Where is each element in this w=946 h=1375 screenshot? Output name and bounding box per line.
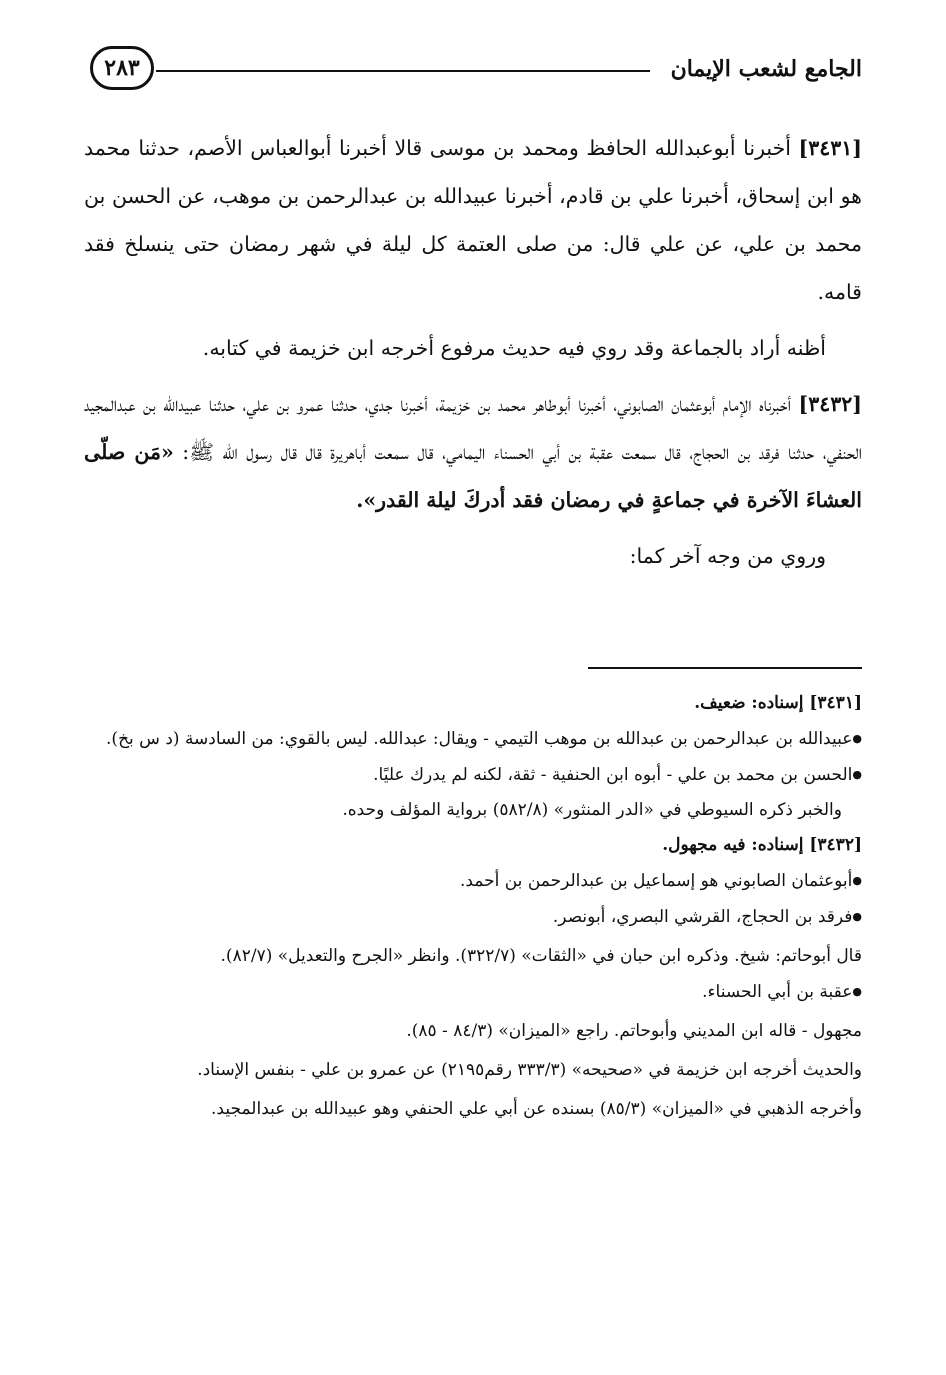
footnote-bullet: ● الحسن بن محمد بن علي - أبوه ابن الحنفية - ثقة، لكنه لم يدرك عليًا. xyxy=(84,757,862,793)
footnote-heading: [٣٤٣٢] إسناده: فيه مجهول. xyxy=(662,835,862,855)
main-text xyxy=(84,124,862,588)
hadith-number: [٣٤٣٢] xyxy=(798,392,862,416)
author-comment: أظنه أراد بالجماعة وقد روي فيه حديث مرفوع أخرجه ابن خزيمة في كتابه. xyxy=(202,336,826,360)
footnotes xyxy=(84,686,862,1127)
footnote-heading: [٣٤٣١] إسناده: ضعيف. xyxy=(694,693,862,713)
footnote-paragraph: وأخرجه الذهبي في «الميزان» (٨٥/٣) بسنده عن أبي علي الحنفي وهو عبيدالله بن عبدالمجيد. xyxy=(211,1099,862,1119)
hadith-3432 xyxy=(84,380,862,524)
footnote-bullet: ● فرقد بن الحجاج، القرشي البصري، أبونصر. xyxy=(84,899,862,935)
footnote-paragraph: قال أبوحاتم: شيخ. وذكره ابن حبان في «الثقات» (٣٢٢/٧). وانظر «الجرح والتعديل» (٨٢/٧). xyxy=(220,946,862,966)
hadith-3431 xyxy=(84,124,862,316)
footnote-paragraph: مجهول - قاله ابن المديني وأبوحاتم. راجع «الميزان» (٨٤/٣ - ٨٥). xyxy=(406,1021,862,1041)
footnote-separator xyxy=(588,667,862,669)
hadith-text: أخبرنا أبوعبدالله الحافظ ومحمد بن موسى قالا أخبرنا أبوالعباس الأصم، حدثنا محمد هو ابن إسحاق، أخبرنا علي بن قادم، أخبرنا عبيدالله بن عبدالرحمن بن موهب، عن الحسن بن محمد بن علي، عن علي قال: من صلى العتمة كل ليلة في شهر رمضان حتى ينسلخ فقد قامه. xyxy=(84,136,862,304)
header-rule xyxy=(156,70,650,72)
another-way-text: وروي من وجه آخر كما: xyxy=(629,544,826,568)
book-title: الجامع لشعب الإيمان xyxy=(670,56,862,82)
footnote-paragraph: والحديث أخرجه ابن خزيمة في «صحيحه» (٣٣٣/٣ رقم٢١٩٥) عن عمرو بن علي - بنفس الإسناد. xyxy=(197,1060,862,1080)
page-header xyxy=(84,42,862,98)
page-number-badge: ٢٨٣ xyxy=(90,46,154,90)
footnote-bullet: ● عقبة بن أبي الحسناء. xyxy=(84,974,862,1010)
hadith-number: [٣٤٣١] xyxy=(798,136,862,160)
footnote-bullet: ● عبيدالله بن عبدالرحمن بن عبدالله بن موهب التيمي - ويقال: عبدالله. ليس بالقوي: من السادسة (د س بخ). xyxy=(84,721,862,757)
hadith-text: أخبرناه الإمام أبوعثمان الصابوني، أخبرنا أبوطاهر محمد بن خزيمة، أخبرنا جدي، حدثنا عمرو بن علي، حدثنا عبيدالله بن عبدالمجيد الحنفي، حدثنا فرقد بن الحجاج، قال سمعت عقبة بن أبي الحسناء اليمامي، قال سمعت أباهريرة قال قال رسول الله ﷺ: xyxy=(84,392,862,464)
footnote-paragraph: والخبر ذكره السيوطي في «الدر المنثور» (٥٨٢/٨) برواية المؤلف وحده. xyxy=(342,800,842,820)
footnote-bullet: ● أبوعثمان الصابوني هو إسماعيل بن عبدالرحمن بن أحمد. xyxy=(84,863,862,899)
hadith-quote: «مَن صلّى العشاءَ الآخرة في جماعةٍ في رمضان فقد أدركَ ليلة القدر». xyxy=(84,440,862,512)
